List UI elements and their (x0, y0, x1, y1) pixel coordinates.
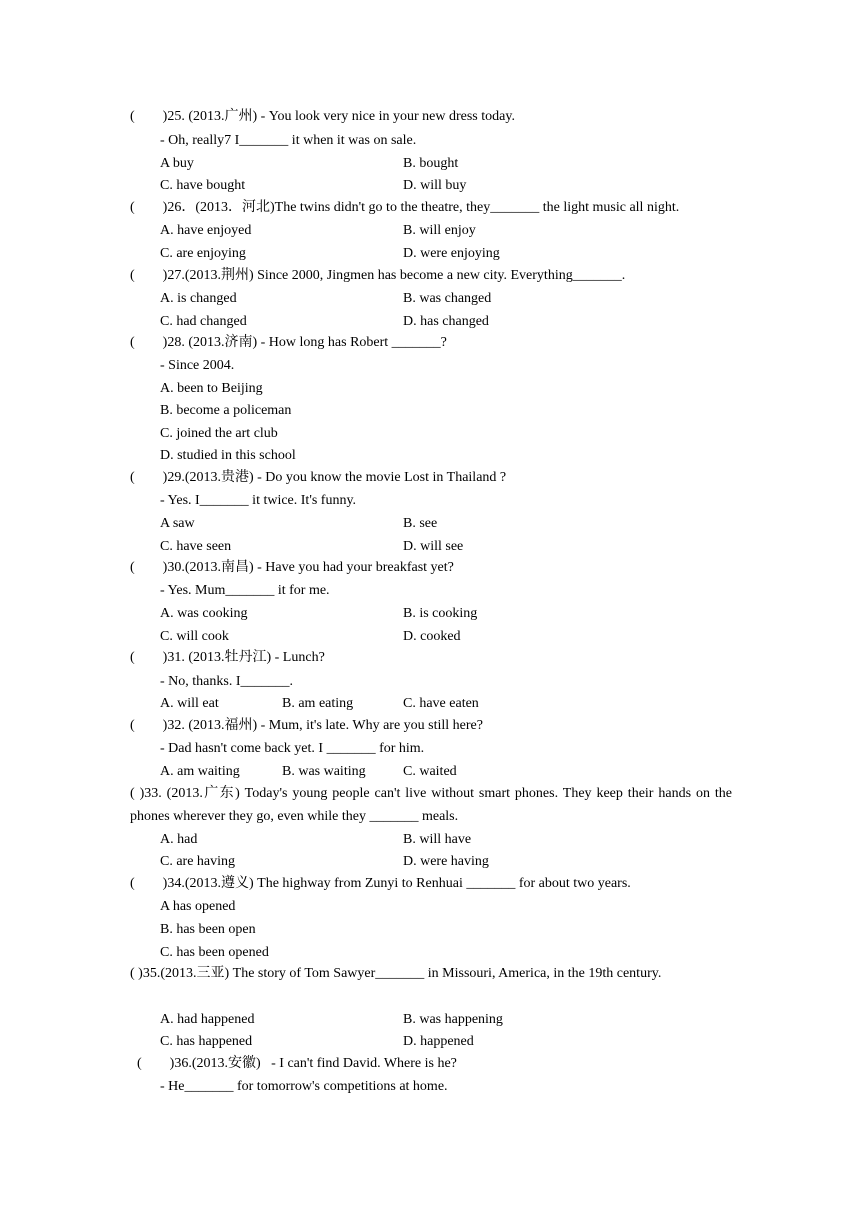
question-28-option-d: D. studied in this school (160, 448, 296, 463)
question-33-option-b: B. will have (403, 832, 472, 847)
question-30-option-a: A. was cooking (160, 606, 248, 621)
question-32-dialog: - Dad hasn't come back yet. I _______ for him. (160, 741, 425, 756)
question-31-option-b: B. am eating (282, 696, 354, 711)
question-35-option-a: A. had happened (160, 1012, 255, 1027)
question-31-option-c: C. have eaten (403, 696, 479, 711)
question-28-stem: ( )28. (2013.济南) - How long has Robert _______? (130, 335, 447, 350)
question-26-option-b: B. will enjoy (403, 223, 476, 238)
question-32-option-a: A. am waiting (160, 764, 240, 779)
question-33-stem: ( )33. (2013.广东) Today's young people can't live without smart phones. They keep their hands on the phones wherever they go, even while they _______ meals. (130, 786, 732, 824)
question-27-option-a: A. is changed (160, 291, 237, 306)
question-25-option-b: B. bought (403, 156, 459, 171)
question-25-stem: ( )25. (2013.广州) - You look very nice in your new dress today. (130, 109, 515, 124)
question-33-option-a: A. had (160, 832, 198, 847)
question-29-option-a: A saw (160, 516, 195, 531)
question-35-option-b: B. was happening (403, 1012, 503, 1027)
question-26-option-a: A. have enjoyed (160, 223, 252, 238)
question-29-dialog: - Yes. I_______ it twice. It's funny. (160, 493, 357, 508)
question-35-option-c: C. has happened (160, 1034, 253, 1049)
question-26-stem: ( )26．(2013．河北)The twins didn't go to the theatre, they_______ the light music all night. (130, 200, 680, 215)
question-31-stem: ( )31. (2013.牡丹江) - Lunch? (130, 650, 325, 665)
question-27-option-c: C. had changed (160, 314, 247, 329)
question-30-option-b: B. is cooking (403, 606, 478, 621)
question-26-option-d: D. were enjoying (403, 246, 500, 261)
question-29-option-d: D. will see (403, 539, 464, 554)
question-35-option-d: D. happened (403, 1034, 474, 1049)
question-33-option-c: C. are having (160, 854, 236, 869)
question-28-option-b: B. become a policeman (160, 403, 292, 418)
question-33-option-d: D. were having (403, 854, 489, 869)
question-35-stem: ( )35.(2013.三亚) The story of Tom Sawyer_______ in Missouri, America, in the 19th century. (130, 966, 662, 981)
question-25-option-d: D. will buy (403, 178, 467, 193)
question-32-option-b: B. was waiting (282, 764, 366, 779)
question-25-option-c: C. have bought (160, 178, 246, 193)
question-31-dialog: - No, thanks. I_______. (160, 674, 293, 689)
question-30-dialog: - Yes. Mum_______ it for me. (160, 583, 330, 598)
question-28-dialog: - Since 2004. (160, 358, 235, 373)
question-34-option-c: C. has been opened (160, 945, 269, 960)
question-29-option-c: C. have seen (160, 539, 232, 554)
question-36-dialog: - He_______ for tomorrow's competitions at home. (160, 1079, 448, 1094)
question-29-option-b: B. see (403, 516, 438, 531)
question-27-option-b: B. was changed (403, 291, 492, 306)
question-26-option-c: C. are enjoying (160, 246, 246, 261)
question-28-option-c: C. joined the art club (160, 426, 278, 441)
question-34-option-b: B. has been open (160, 922, 256, 937)
question-30-option-d: D. cooked (403, 629, 461, 644)
question-31-option-a: A. will eat (160, 696, 219, 711)
question-25-dialog: - Oh, really7 I_______ it when it was on sale. (160, 133, 417, 148)
question-25-option-a: A buy (160, 156, 194, 171)
question-34-stem: ( )34.(2013.遵义) The highway from Zunyi to Renhuai _______ for about two years. (130, 876, 631, 891)
question-30-option-c: C. will cook (160, 629, 229, 644)
question-30-stem: ( )30.(2013.南昌) - Have you had your breakfast yet? (130, 560, 454, 575)
question-29-stem: ( )29.(2013.贵港) - Do you know the movie Lost in Thailand ? (130, 470, 507, 485)
question-27-stem: ( )27.(2013.荆州) Since 2000, Jingmen has become a new city. Everything_______. (130, 268, 626, 283)
question-32-stem: ( )32. (2013.福州) - Mum, it's late. Why are you still here? (130, 718, 483, 733)
question-32-option-c: C. waited (403, 764, 457, 779)
question-27-option-d: D. has changed (403, 314, 489, 329)
question-36-stem: ( )36.(2013.安徽) - I can't find David. Where is he? (130, 1056, 457, 1071)
question-28-option-a: A. been to Beijing (160, 381, 263, 396)
question-34-option-a: A has opened (160, 899, 236, 914)
